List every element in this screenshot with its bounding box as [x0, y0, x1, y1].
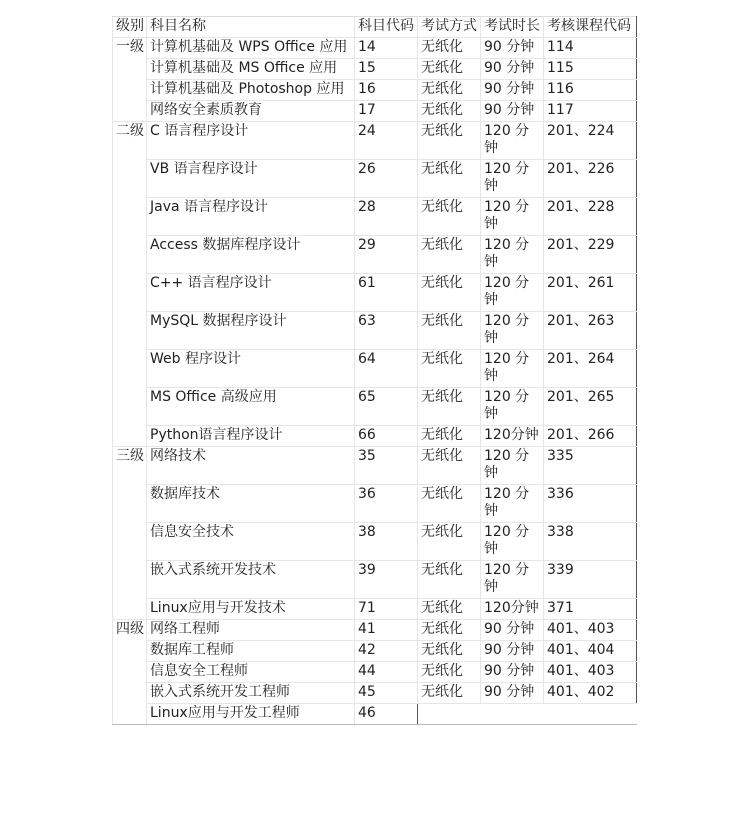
level-cell [113, 599, 147, 620]
course-code-cell: 115 [544, 59, 637, 80]
subject-cell: Linux应用与开发技术 [147, 599, 355, 620]
table-row [113, 312, 637, 350]
level-cell: 四级 [113, 620, 147, 641]
code-cell: 24 [355, 122, 418, 160]
code-cell: 44 [355, 662, 418, 683]
code-cell: 26 [355, 160, 418, 198]
level-cell [113, 388, 147, 426]
code-cell: 29 [355, 236, 418, 274]
subject-cell: 网络工程师 [147, 620, 355, 641]
code-cell: 46 [355, 704, 418, 725]
duration-cell: 90 分钟 [481, 662, 544, 683]
mode-cell: 无纸化 [418, 312, 481, 350]
course-code-cell: 339 [544, 561, 637, 599]
duration-cell: 120 分钟 [481, 160, 544, 198]
mode-cell [418, 704, 481, 725]
course-code-cell: 117 [544, 101, 637, 122]
mode-cell: 无纸化 [418, 80, 481, 101]
subject-cell: Linux应用与开发工程师 [147, 704, 355, 725]
course-code-cell: 401、404 [544, 641, 637, 662]
table-row [113, 683, 637, 704]
mode-cell: 无纸化 [418, 388, 481, 426]
code-cell: 36 [355, 485, 418, 523]
level-cell [113, 485, 147, 523]
course-code-cell: 401、403 [544, 662, 637, 683]
subject-cell: 数据库技术 [147, 485, 355, 523]
table-row [113, 236, 637, 274]
table-row [113, 198, 637, 236]
course-code-cell: 201、226 [544, 160, 637, 198]
mode-cell: 无纸化 [418, 662, 481, 683]
code-cell: 41 [355, 620, 418, 641]
table-row [113, 447, 637, 485]
mode-cell: 无纸化 [418, 59, 481, 80]
table-row [113, 485, 637, 523]
subject-cell: 计算机基础及 WPS Office 应用 [147, 38, 355, 59]
course-code-cell: 201、265 [544, 388, 637, 426]
course-code-cell: 201、228 [544, 198, 637, 236]
level-cell [113, 101, 147, 122]
header-mode: 考试方式 [418, 17, 481, 38]
level-cell [113, 641, 147, 662]
course-code-cell: 336 [544, 485, 637, 523]
table-row [113, 38, 637, 59]
subject-cell: C 语言程序设计 [147, 122, 355, 160]
table-row [113, 561, 637, 599]
duration-cell: 120 分钟 [481, 388, 544, 426]
mode-cell: 无纸化 [418, 561, 481, 599]
mode-cell: 无纸化 [418, 350, 481, 388]
mode-cell: 无纸化 [418, 426, 481, 447]
level-cell [113, 236, 147, 274]
header-code: 科目代码 [355, 17, 418, 38]
duration-cell: 120 分钟 [481, 122, 544, 160]
duration-cell: 120 分钟 [481, 350, 544, 388]
code-cell: 45 [355, 683, 418, 704]
subject-cell: Java 语言程序设计 [147, 198, 355, 236]
code-cell: 16 [355, 80, 418, 101]
table-body [113, 17, 637, 725]
subject-cell: Web 程序设计 [147, 350, 355, 388]
header-level: 级别 [113, 17, 147, 38]
table-row [113, 274, 637, 312]
table-row [113, 101, 637, 122]
course-code-cell: 116 [544, 80, 637, 101]
mode-cell: 无纸化 [418, 38, 481, 59]
duration-cell: 120 分钟 [481, 447, 544, 485]
code-cell: 15 [355, 59, 418, 80]
table-row [113, 523, 637, 561]
header-row [113, 17, 637, 38]
mode-cell: 无纸化 [418, 485, 481, 523]
duration-cell: 120 分钟 [481, 198, 544, 236]
subject-cell: 嵌入式系统开发技术 [147, 561, 355, 599]
level-cell: 一级 [113, 38, 147, 59]
table-row [113, 80, 637, 101]
course-code-cell: 201、261 [544, 274, 637, 312]
duration-cell: 90 分钟 [481, 101, 544, 122]
mode-cell: 无纸化 [418, 101, 481, 122]
table-row [113, 641, 637, 662]
table-row [113, 704, 637, 725]
course-code-cell: 401、402 [544, 683, 637, 704]
code-cell: 28 [355, 198, 418, 236]
code-cell: 38 [355, 523, 418, 561]
course-code-cell: 201、229 [544, 236, 637, 274]
subject-cell: VB 语言程序设计 [147, 160, 355, 198]
table-row [113, 620, 637, 641]
duration-cell: 120分钟 [481, 599, 544, 620]
mode-cell: 无纸化 [418, 599, 481, 620]
table-row [113, 59, 637, 80]
duration-cell: 120 分钟 [481, 485, 544, 523]
duration-cell: 90 分钟 [481, 620, 544, 641]
course-code-cell: 335 [544, 447, 637, 485]
level-cell [113, 312, 147, 350]
course-code-cell: 114 [544, 38, 637, 59]
mode-cell: 无纸化 [418, 274, 481, 312]
duration-cell: 90 分钟 [481, 683, 544, 704]
level-cell [113, 662, 147, 683]
course-code-cell [544, 704, 637, 725]
mode-cell: 无纸化 [418, 198, 481, 236]
subject-cell: 数据库工程师 [147, 641, 355, 662]
level-cell [113, 80, 147, 101]
header-course-code: 考核课程代码 [544, 17, 637, 38]
header-duration: 考试时长 [481, 17, 544, 38]
duration-cell: 90 分钟 [481, 641, 544, 662]
code-cell: 61 [355, 274, 418, 312]
exam-subjects-table [112, 16, 637, 725]
level-cell [113, 561, 147, 599]
code-cell: 14 [355, 38, 418, 59]
code-cell: 39 [355, 561, 418, 599]
level-cell [113, 274, 147, 312]
table-row [113, 599, 637, 620]
level-cell [113, 523, 147, 561]
code-cell: 65 [355, 388, 418, 426]
subject-cell: 网络安全素质教育 [147, 101, 355, 122]
code-cell: 35 [355, 447, 418, 485]
code-cell: 64 [355, 350, 418, 388]
level-cell [113, 160, 147, 198]
course-code-cell: 371 [544, 599, 637, 620]
subject-cell: 信息安全工程师 [147, 662, 355, 683]
code-cell: 17 [355, 101, 418, 122]
level-cell [113, 426, 147, 447]
level-cell: 二级 [113, 122, 147, 160]
duration-cell: 90 分钟 [481, 59, 544, 80]
subject-cell: 嵌入式系统开发工程师 [147, 683, 355, 704]
subject-cell: MS Office 高级应用 [147, 388, 355, 426]
duration-cell: 90 分钟 [481, 80, 544, 101]
level-cell [113, 350, 147, 388]
code-cell: 66 [355, 426, 418, 447]
level-cell: 三级 [113, 447, 147, 485]
course-code-cell: 201、266 [544, 426, 637, 447]
table-row [113, 662, 637, 683]
duration-cell: 120分钟 [481, 426, 544, 447]
level-cell [113, 59, 147, 80]
subject-cell: C++ 语言程序设计 [147, 274, 355, 312]
subject-cell: 计算机基础及 Photoshop 应用 [147, 80, 355, 101]
mode-cell: 无纸化 [418, 447, 481, 485]
course-code-cell: 401、403 [544, 620, 637, 641]
subject-cell: Access 数据库程序设计 [147, 236, 355, 274]
duration-cell: 120 分钟 [481, 561, 544, 599]
mode-cell: 无纸化 [418, 641, 481, 662]
duration-cell: 90 分钟 [481, 38, 544, 59]
duration-cell [481, 704, 544, 725]
mode-cell: 无纸化 [418, 683, 481, 704]
subject-cell: MySQL 数据程序设计 [147, 312, 355, 350]
subject-cell: 计算机基础及 MS Office 应用 [147, 59, 355, 80]
table-row [113, 160, 637, 198]
course-code-cell: 201、263 [544, 312, 637, 350]
mode-cell: 无纸化 [418, 523, 481, 561]
mode-cell: 无纸化 [418, 236, 481, 274]
mode-cell: 无纸化 [418, 620, 481, 641]
course-code-cell: 338 [544, 523, 637, 561]
subject-cell: 网络技术 [147, 447, 355, 485]
course-code-cell: 201、224 [544, 122, 637, 160]
mode-cell: 无纸化 [418, 122, 481, 160]
duration-cell: 120 分钟 [481, 312, 544, 350]
subject-cell: Python语言程序设计 [147, 426, 355, 447]
table-row [113, 388, 637, 426]
table-row [113, 122, 637, 160]
code-cell: 42 [355, 641, 418, 662]
header-subject: 科目名称 [147, 17, 355, 38]
duration-cell: 120 分钟 [481, 236, 544, 274]
course-code-cell: 201、264 [544, 350, 637, 388]
mode-cell: 无纸化 [418, 160, 481, 198]
duration-cell: 120 分钟 [481, 274, 544, 312]
duration-cell: 120 分钟 [481, 523, 544, 561]
code-cell: 63 [355, 312, 418, 350]
table-row [113, 426, 637, 447]
level-cell [113, 683, 147, 704]
level-cell [113, 704, 147, 725]
level-cell [113, 198, 147, 236]
code-cell: 71 [355, 599, 418, 620]
table-row [113, 350, 637, 388]
subject-cell: 信息安全技术 [147, 523, 355, 561]
